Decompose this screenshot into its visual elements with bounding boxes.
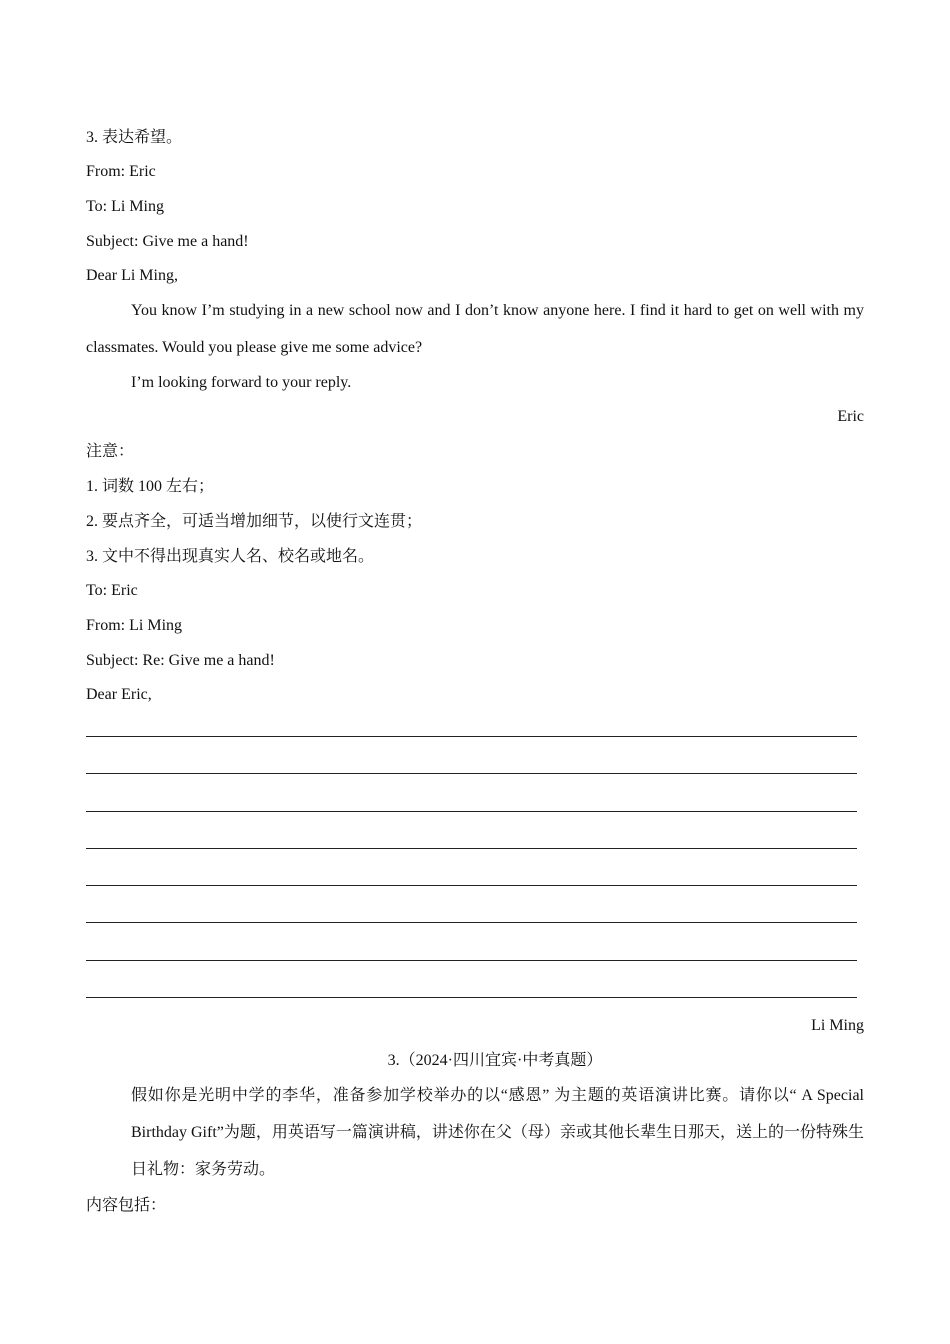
writing-line[interactable] [86,811,857,812]
note-item: 1. 词数 100 左右； [86,478,215,495]
reply-subject: Subject: Re: Give me a hand! [86,652,275,669]
writing-line[interactable] [86,922,857,923]
content-label: 内容包括： [86,1197,167,1214]
reply-greeting: Dear Eric, [86,686,152,703]
email-from: From: Eric [86,163,156,180]
email-signature: Eric [837,408,864,425]
email-to: To: Li Ming [86,198,164,215]
writing-line[interactable] [86,960,857,961]
task-header: 3. 表达希望。 [86,129,183,146]
reply-to: To: Eric [86,582,138,599]
email-body: You know I’m studying in a new school now and I don’t know anyone here. I find it hard to get on well with my classmates. Would you please give me some advice? [86,302,864,356]
reply-from: From: Li Ming [86,617,183,634]
writing-line[interactable] [86,885,857,886]
email-closing: I’m looking forward to your reply. [131,374,352,391]
reply-signature: Li Ming [811,1017,864,1034]
writing-line[interactable] [86,773,857,774]
email-greeting: Dear Li Ming, [86,267,178,284]
writing-line[interactable] [86,736,857,737]
note-item: 2. 要点齐全，可适当增加细节，以使行文连贯； [86,513,423,530]
email-subject: Subject: Give me a hand! [86,233,249,250]
question-prompt: 假如你是光明中学的李华，准备参加学校举办的以“感恩” 为主题的英语演讲比赛。请你以“ A Special Birthday Gift”为题，用英语写一篇演讲稿，讲述你在父（母）亲或其他长辈生日那天，送上的一份特殊生日礼物：家务劳动。 [131,1087,864,1178]
writing-line[interactable] [86,997,857,998]
question-header: 3.（2024·四川宜宾·中考真题） [387,1052,603,1069]
notes-title: 注意： [86,443,135,460]
writing-line[interactable] [86,848,857,849]
note-item: 3. 文中不得出现真实人名、校名或地名。 [86,548,375,565]
